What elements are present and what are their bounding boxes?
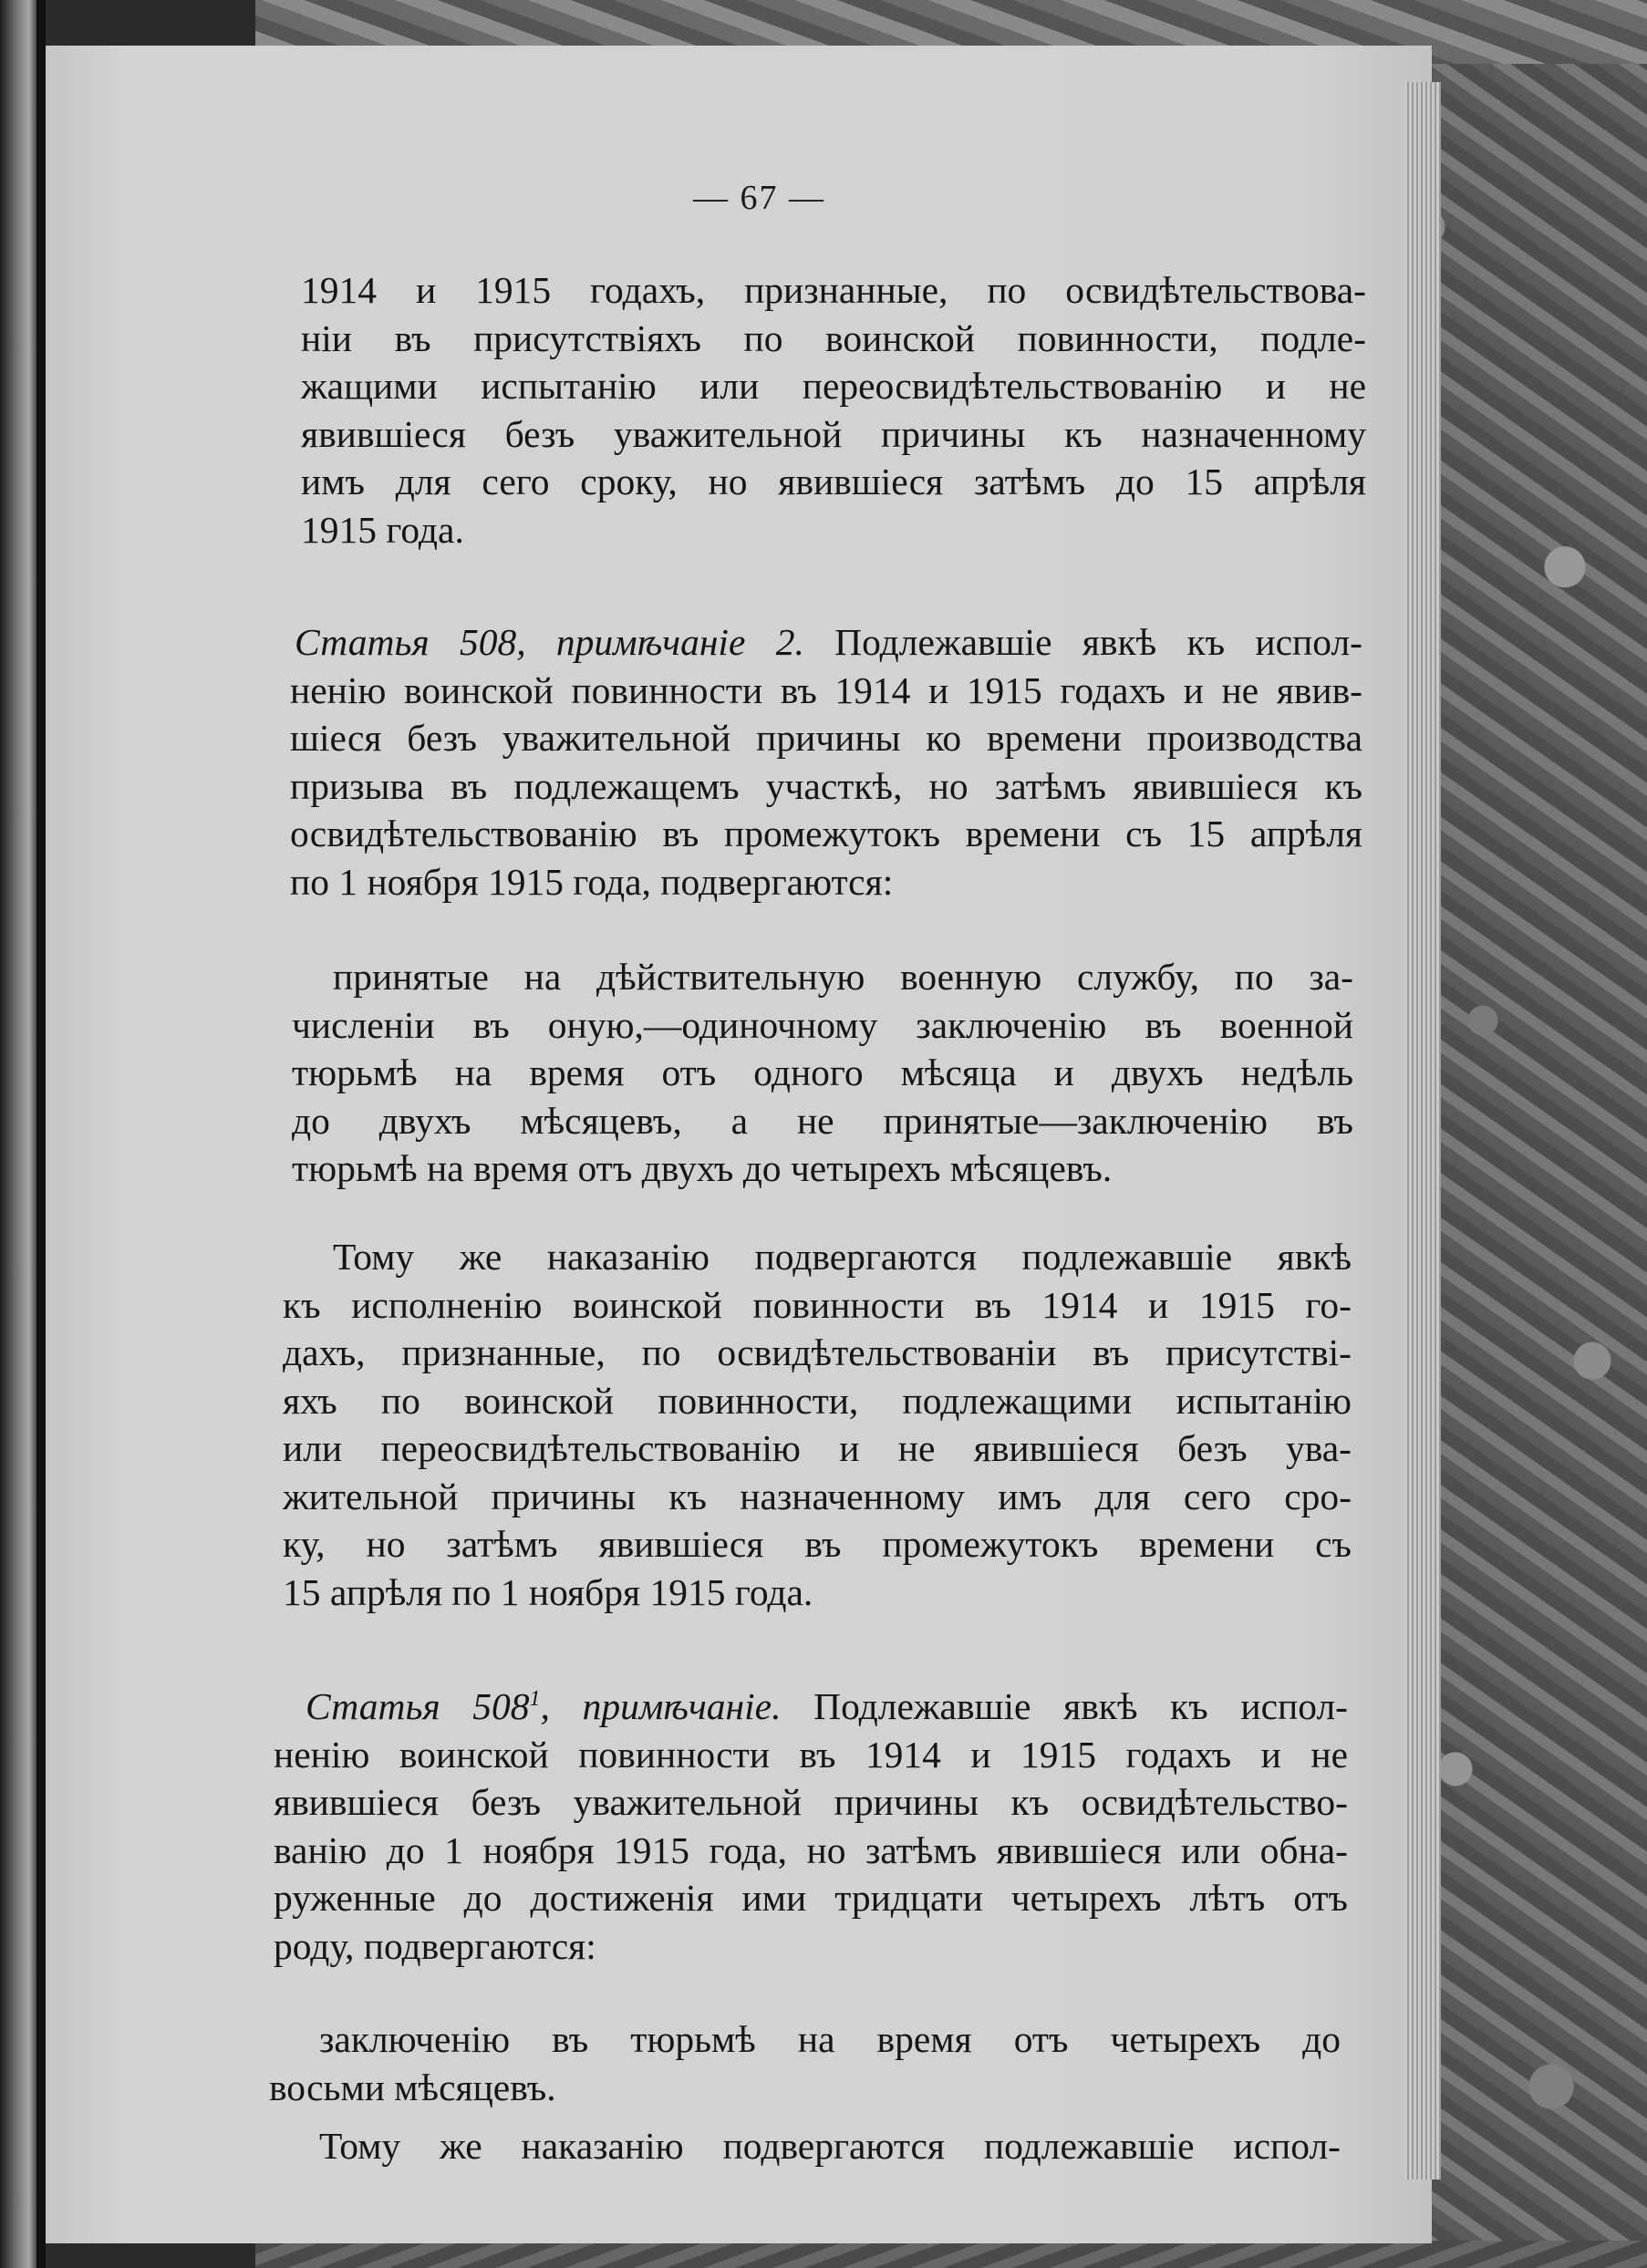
- text-line: имъ для сего сроку, но явившіеся затѣмъ до 15 апрѣля: [301, 461, 1366, 502]
- text-line: руженные до достиженія ими тридцати четырехъ лѣтъ отъ: [274, 1877, 1348, 1919]
- text-line: тюрьмѣ на время отъ двухъ до четырехъ мѣсяцевъ.: [292, 1147, 1113, 1189]
- text-line: численіи въ оную,—одиночному заключенію въ военной: [292, 1003, 1353, 1046]
- text-line: [290, 618, 1362, 667]
- text-line: 1914 и 1915 годахъ, признанные, по освидѣтельствова-: [301, 269, 1366, 311]
- article-heading: Статья 508, примѣчаніе 2.: [295, 621, 804, 663]
- paragraph-1: [301, 266, 1366, 554]
- text-line: явившіеся безъ уважительной причины къ назначенному: [301, 412, 1366, 455]
- text-line: ванію до 1 ноября 1915 года, но затѣмъ явившіеся или обна-: [274, 1828, 1348, 1871]
- text-line: или переосвидѣтельствованію и не явившіеся безъ ува-: [283, 1427, 1352, 1469]
- text-line: принятые на дѣйствительную военную службу, по за-: [333, 956, 1353, 998]
- heading-tail: , примѣчаніе.: [540, 1685, 782, 1727]
- text-line: яхъ по воинской повинности, подлежащими испытанію: [283, 1379, 1352, 1422]
- page-stack-edge: [1404, 82, 1441, 2180]
- text-line: восьми мѣсяцевъ.: [269, 2066, 556, 2108]
- heading-superscript: 1: [529, 1687, 541, 1712]
- text-line: Тому же наказанію подвергаются подлежавшіе испол-: [319, 2125, 1341, 2167]
- paragraph-same-penalty: [283, 1233, 1352, 1616]
- text-line: ненію воинской повинности въ 1914 и 1915 годахъ и не: [274, 1733, 1348, 1776]
- text-line: заключенію въ тюрьмѣ на время отъ четырехъ до: [319, 2018, 1341, 2060]
- text-line: къ исполненію воинской повинности въ 1914 и 1915 го-: [283, 1283, 1352, 1326]
- text-line: ненію воинской повинности въ 1914 и 1915 годахъ и не явив-: [290, 668, 1362, 711]
- paragraph-continued: [319, 2122, 1341, 2170]
- text-line: 15 апрѣля по 1 ноября 1915 года.: [283, 1570, 813, 1613]
- heading-text: Статья 508: [306, 1685, 530, 1727]
- text-line: до двухъ мѣсяцевъ, а не принятые—заключенію въ: [292, 1099, 1353, 1142]
- text-line: роду, подвергаются:: [274, 1924, 596, 1967]
- article-508-1-note: [274, 1683, 1348, 1970]
- paragraph-penalty-2: [269, 2015, 1341, 2111]
- text-line: дахъ, признанные, по освидѣтельствованіи въ присутстві-: [283, 1331, 1352, 1373]
- text-line: освидѣтельствованію въ промежутокъ времени съ 15 апрѣля: [290, 813, 1362, 854]
- text-line: шіеся безъ уважительной причины ко времени производства: [290, 717, 1362, 759]
- text-line: [274, 1683, 1348, 1731]
- text-line: жительной причины къ назначенному имъ для сего сро-: [283, 1475, 1352, 1517]
- article-heading: [306, 1685, 781, 1727]
- book-gutter: [36, 0, 46, 2268]
- text-run: Подлежавшіе явкѣ къ испол-: [781, 1685, 1348, 1727]
- article-508-note-2: [290, 618, 1362, 906]
- text-line: Тому же наказанію подвергаются подлежавшіе явкѣ: [333, 1236, 1352, 1278]
- text-line: явившіеся безъ уважительной причины къ освидѣтельство-: [274, 1781, 1348, 1823]
- text-line: по 1 ноября 1915 года, подвергаются:: [290, 860, 894, 903]
- text-line: ку, но затѣмъ явившіеся въ промежутокъ времени съ: [283, 1523, 1352, 1565]
- previous-page-edge: [0, 0, 36, 2268]
- book-cover-bottom: [255, 2241, 1647, 2268]
- text-run: Подлежавшіе явкѣ къ испол-: [803, 621, 1362, 663]
- text-line: 1915 года.: [301, 508, 464, 551]
- paragraph-penalty-1: [292, 953, 1353, 1193]
- text-line: тюрьмѣ на время отъ одного мѣсяца и двухъ недѣль: [292, 1051, 1353, 1093]
- text-line: призыва въ подлежащемъ участкѣ, но затѣмъ явившіеся къ: [290, 764, 1362, 807]
- text-line: ніи въ присутствіяхъ по воинской повинности, подле-: [301, 316, 1366, 359]
- text-line: жащими испытанію или переосвидѣтельствованію и не: [301, 365, 1366, 407]
- page-number: — 67 —: [693, 179, 825, 217]
